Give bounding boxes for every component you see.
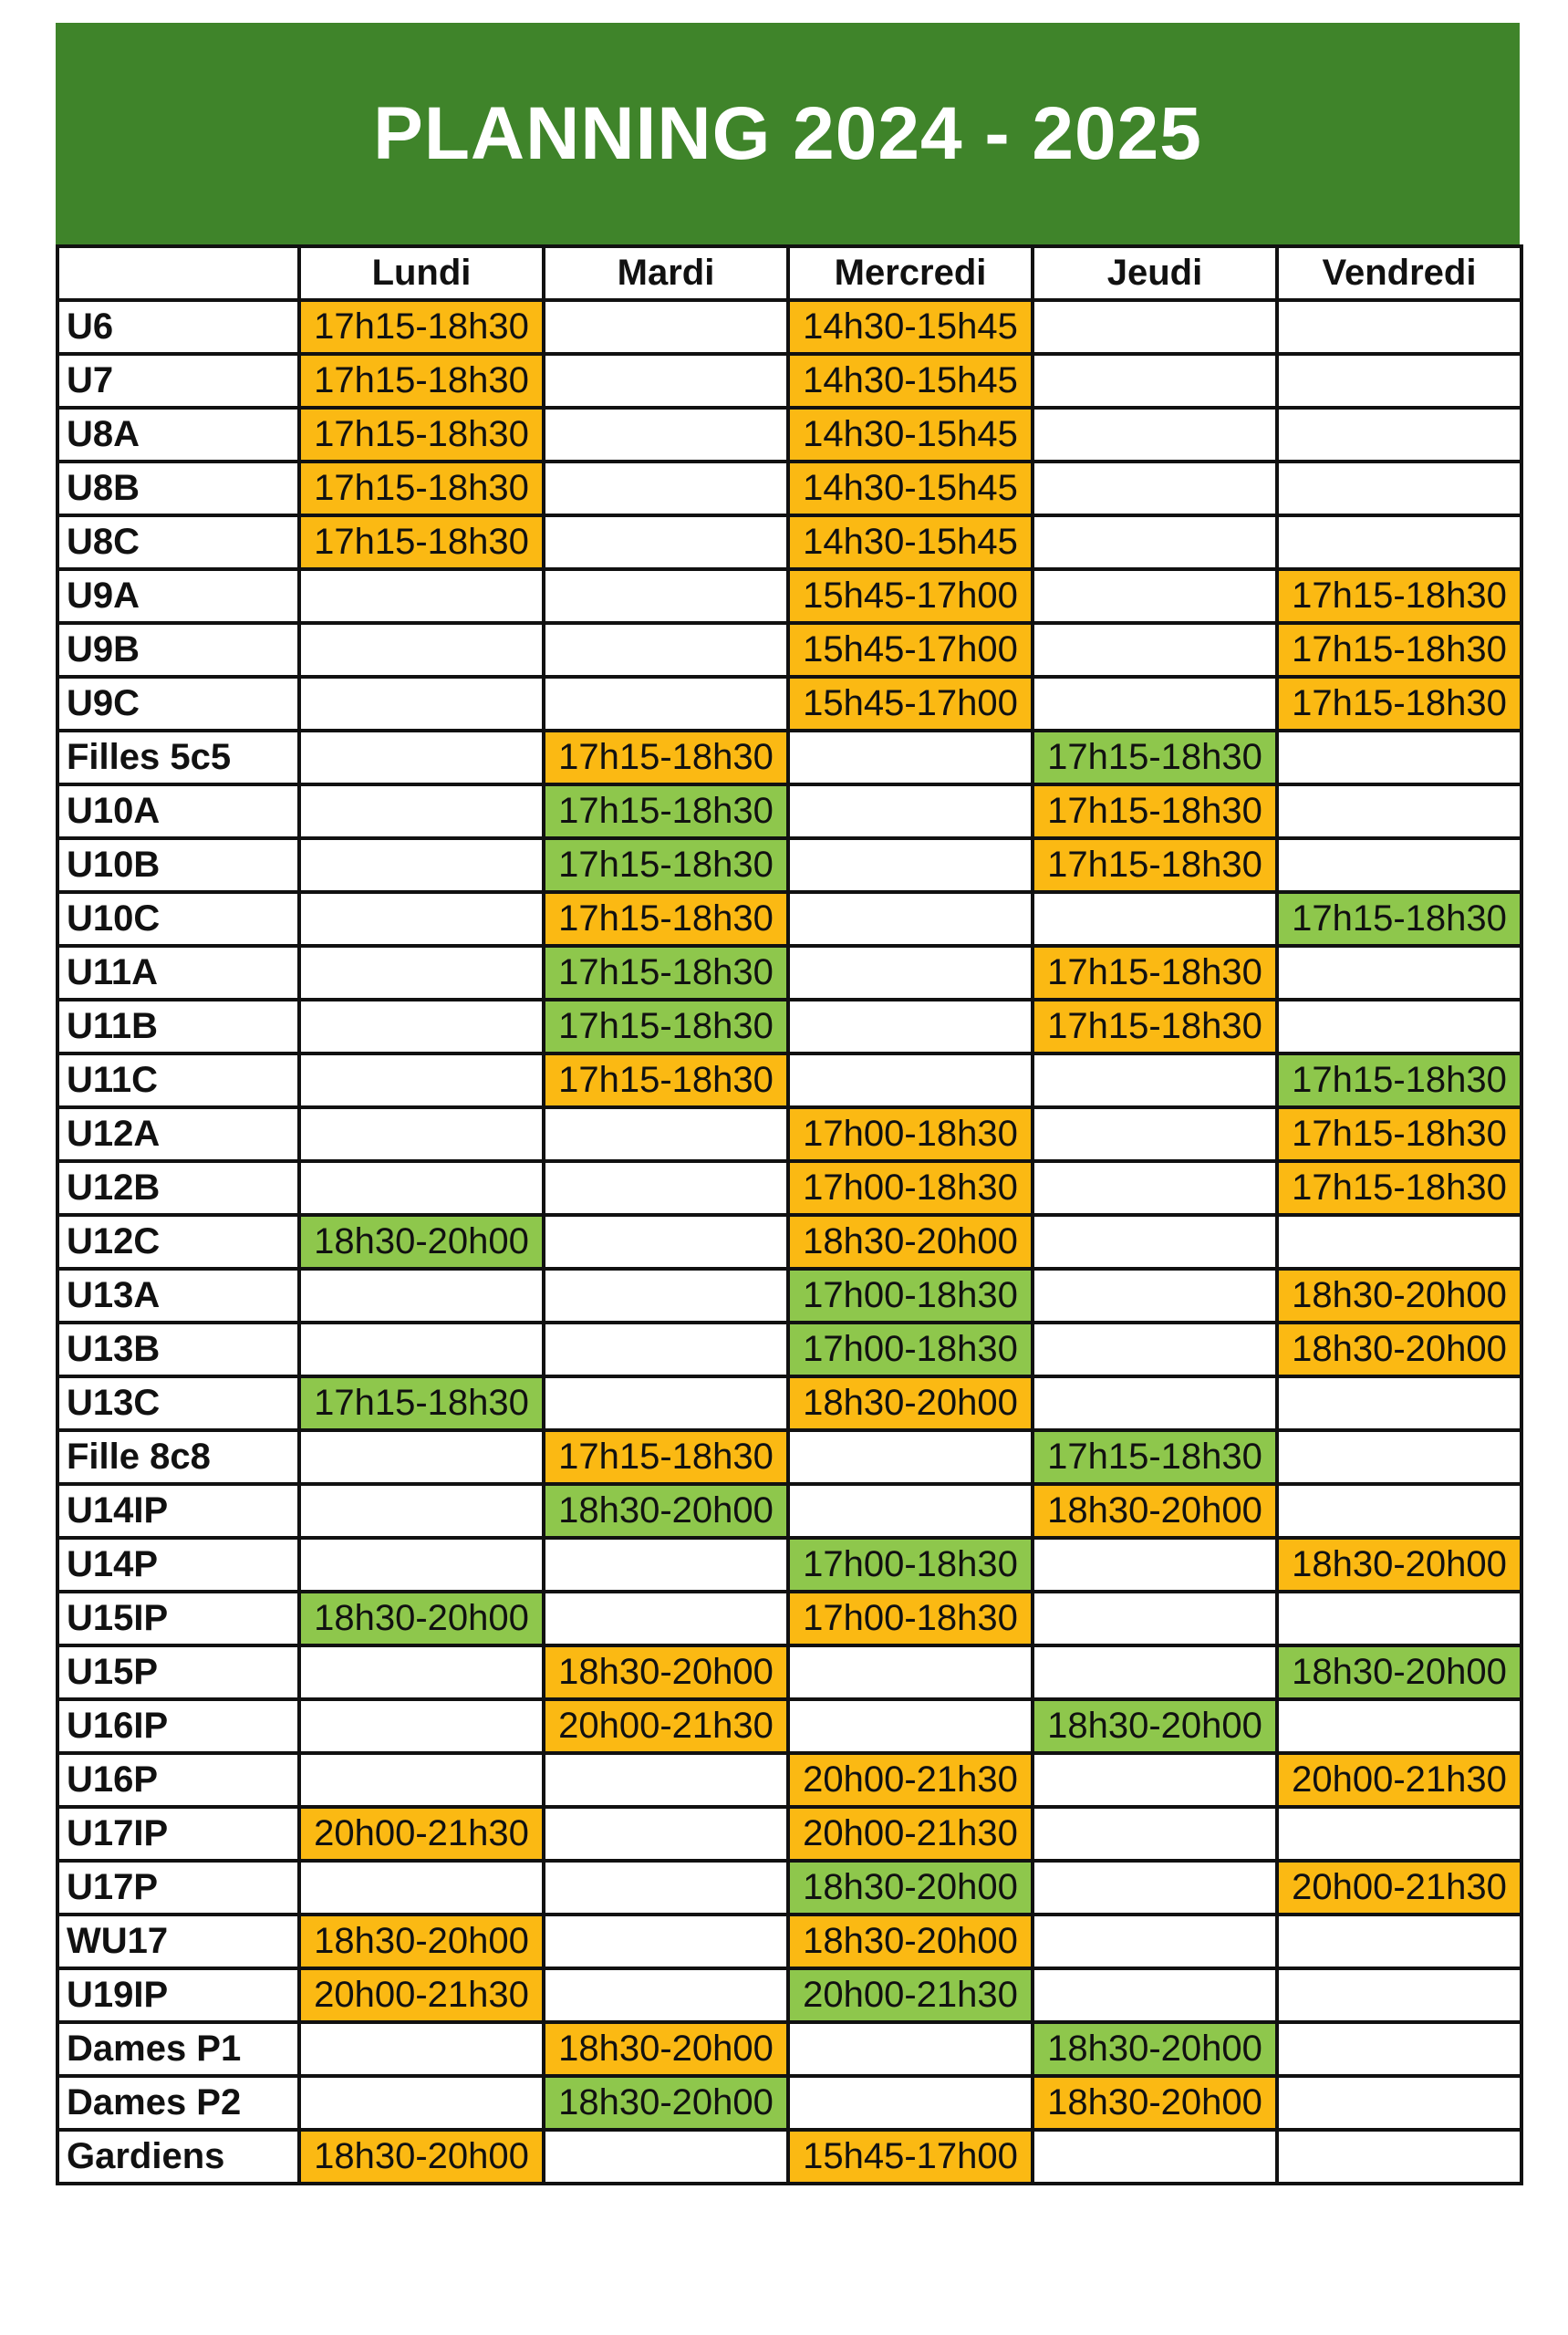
team-label: U10A (57, 784, 299, 838)
team-label: U13A (57, 1269, 299, 1323)
time-slot-cell: 17h15-18h30 (1033, 784, 1277, 838)
empty-cell (1277, 300, 1521, 354)
empty-cell (788, 946, 1033, 1000)
empty-cell (544, 1968, 788, 2022)
time-slot-cell: 17h15-18h30 (544, 946, 788, 1000)
table-row (57, 1699, 1521, 1753)
empty-cell (544, 408, 788, 462)
team-label: U10C (57, 892, 299, 946)
time-slot-cell: 17h15-18h30 (1277, 1053, 1521, 1107)
time-slot-cell: 17h15-18h30 (1033, 1000, 1277, 1053)
table-row (57, 784, 1521, 838)
empty-cell (299, 892, 544, 946)
day-header-mardi: Mardi (544, 246, 788, 300)
time-slot-cell: 18h30-20h00 (788, 1215, 1033, 1269)
empty-cell (1277, 2022, 1521, 2076)
time-slot-cell: 17h15-18h30 (544, 784, 788, 838)
empty-cell (1277, 1484, 1521, 1538)
team-label: Fille 8c8 (57, 1430, 299, 1484)
empty-cell (299, 946, 544, 1000)
time-slot-cell: 18h30-20h00 (299, 2130, 544, 2184)
time-slot-cell: 15h45-17h00 (788, 569, 1033, 623)
team-label: U16IP (57, 1699, 299, 1753)
team-label: U15P (57, 1645, 299, 1699)
time-slot-cell: 17h00-18h30 (788, 1161, 1033, 1215)
empty-cell (299, 569, 544, 623)
table-row (57, 354, 1521, 408)
table-row (57, 515, 1521, 569)
empty-cell (299, 2022, 544, 2076)
team-label: Dames P1 (57, 2022, 299, 2076)
table-row (57, 1215, 1521, 1269)
empty-cell (1277, 1592, 1521, 1645)
time-slot-cell: 18h30-20h00 (544, 2022, 788, 2076)
empty-cell (299, 1861, 544, 1915)
empty-cell (544, 2130, 788, 2184)
empty-cell (299, 838, 544, 892)
time-slot-cell: 14h30-15h45 (788, 354, 1033, 408)
team-label: WU17 (57, 1915, 299, 1968)
empty-cell (544, 677, 788, 731)
team-label: U9B (57, 623, 299, 677)
team-label: U14IP (57, 1484, 299, 1538)
empty-cell (299, 1000, 544, 1053)
team-label: U19IP (57, 1968, 299, 2022)
time-slot-cell: 14h30-15h45 (788, 300, 1033, 354)
empty-cell (1277, 1430, 1521, 1484)
time-slot-cell: 18h30-20h00 (1033, 2076, 1277, 2130)
empty-cell (544, 1538, 788, 1592)
empty-cell (299, 1107, 544, 1161)
team-label: U16P (57, 1753, 299, 1807)
time-slot-cell: 20h00-21h30 (788, 1968, 1033, 2022)
empty-cell (1033, 892, 1277, 946)
empty-cell (299, 1430, 544, 1484)
empty-cell (1277, 838, 1521, 892)
empty-cell (1033, 408, 1277, 462)
empty-cell (788, 1430, 1033, 1484)
time-slot-cell: 18h30-20h00 (299, 1915, 544, 1968)
empty-cell (299, 731, 544, 784)
team-label: U13C (57, 1376, 299, 1430)
empty-cell (299, 1269, 544, 1323)
empty-cell (1033, 1645, 1277, 1699)
empty-cell (544, 569, 788, 623)
time-slot-cell: 18h30-20h00 (1033, 1699, 1277, 1753)
table-row (57, 946, 1521, 1000)
time-slot-cell: 18h30-20h00 (1033, 1484, 1277, 1538)
day-header-jeudi: Jeudi (1033, 246, 1277, 300)
time-slot-cell: 17h15-18h30 (299, 408, 544, 462)
time-slot-cell: 17h00-18h30 (788, 1592, 1033, 1645)
empty-cell (1033, 515, 1277, 569)
time-slot-cell: 15h45-17h00 (788, 623, 1033, 677)
time-slot-cell: 17h15-18h30 (544, 892, 788, 946)
time-slot-cell: 14h30-15h45 (788, 515, 1033, 569)
empty-cell (544, 623, 788, 677)
time-slot-cell: 17h15-18h30 (1033, 946, 1277, 1000)
team-label: Gardiens (57, 2130, 299, 2184)
empty-cell (1033, 1107, 1277, 1161)
time-slot-cell: 14h30-15h45 (788, 408, 1033, 462)
table-row (57, 300, 1521, 354)
empty-cell (1033, 1053, 1277, 1107)
time-slot-cell: 18h30-20h00 (788, 1376, 1033, 1430)
time-slot-cell: 20h00-21h30 (299, 1968, 544, 2022)
empty-cell (788, 1699, 1033, 1753)
time-slot-cell: 20h00-21h30 (1277, 1753, 1521, 1807)
empty-cell (544, 1915, 788, 1968)
team-label: Dames P2 (57, 2076, 299, 2130)
schedule-body (57, 300, 1521, 2184)
empty-cell (299, 623, 544, 677)
time-slot-cell: 18h30-20h00 (1277, 1645, 1521, 1699)
empty-cell (1277, 1968, 1521, 2022)
empty-cell (1277, 1699, 1521, 1753)
time-slot-cell: 17h00-18h30 (788, 1323, 1033, 1376)
time-slot-cell: 18h30-20h00 (299, 1215, 544, 1269)
team-label: U7 (57, 354, 299, 408)
empty-cell (1277, 1915, 1521, 1968)
empty-cell (1033, 2130, 1277, 2184)
empty-cell (544, 1592, 788, 1645)
time-slot-cell: 17h15-18h30 (299, 354, 544, 408)
empty-cell (1033, 1861, 1277, 1915)
empty-cell (1277, 462, 1521, 515)
table-row (57, 1753, 1521, 1807)
empty-cell (1277, 354, 1521, 408)
empty-cell (1033, 1807, 1277, 1861)
empty-cell (1033, 677, 1277, 731)
team-label: U14P (57, 1538, 299, 1592)
time-slot-cell: 15h45-17h00 (788, 677, 1033, 731)
team-label: U13B (57, 1323, 299, 1376)
team-label: U8A (57, 408, 299, 462)
table-row (57, 1592, 1521, 1645)
time-slot-cell: 17h15-18h30 (299, 515, 544, 569)
empty-cell (1033, 1592, 1277, 1645)
empty-cell (544, 1269, 788, 1323)
empty-cell (544, 1376, 788, 1430)
time-slot-cell: 20h00-21h30 (544, 1699, 788, 1753)
table-row (57, 1107, 1521, 1161)
table-row (57, 1915, 1521, 1968)
table-row (57, 2022, 1521, 2076)
time-slot-cell: 18h30-20h00 (1277, 1538, 1521, 1592)
table-row (57, 838, 1521, 892)
time-slot-cell: 20h00-21h30 (788, 1807, 1033, 1861)
time-slot-cell: 18h30-20h00 (544, 2076, 788, 2130)
table-row (57, 569, 1521, 623)
empty-cell (1277, 1376, 1521, 1430)
time-slot-cell: 17h15-18h30 (299, 462, 544, 515)
team-label: Filles 5c5 (57, 731, 299, 784)
time-slot-cell: 17h15-18h30 (544, 1430, 788, 1484)
empty-cell (1033, 1323, 1277, 1376)
table-row (57, 1538, 1521, 1592)
time-slot-cell: 15h45-17h00 (788, 2130, 1033, 2184)
time-slot-cell: 17h15-18h30 (1033, 731, 1277, 784)
time-slot-cell: 17h15-18h30 (544, 838, 788, 892)
time-slot-cell: 17h15-18h30 (1277, 1107, 1521, 1161)
table-row (57, 2076, 1521, 2130)
empty-cell (1033, 1215, 1277, 1269)
empty-cell (788, 892, 1033, 946)
empty-cell (788, 1645, 1033, 1699)
time-slot-cell: 20h00-21h30 (299, 1807, 544, 1861)
empty-cell (1033, 1161, 1277, 1215)
empty-cell (1277, 946, 1521, 1000)
empty-cell (1033, 623, 1277, 677)
table-row (57, 1000, 1521, 1053)
empty-cell (544, 1753, 788, 1807)
table-row (57, 677, 1521, 731)
empty-cell (1277, 784, 1521, 838)
table-row (57, 623, 1521, 677)
time-slot-cell: 20h00-21h30 (1277, 1861, 1521, 1915)
table-row (57, 1807, 1521, 1861)
schedule-sheet (56, 23, 1520, 2185)
table-row (57, 892, 1521, 946)
empty-cell (788, 731, 1033, 784)
team-label: U15IP (57, 1592, 299, 1645)
time-slot-cell: 17h15-18h30 (299, 300, 544, 354)
empty-cell (788, 2022, 1033, 2076)
team-label: U17IP (57, 1807, 299, 1861)
table-row (57, 408, 1521, 462)
time-slot-cell: 17h15-18h30 (1277, 677, 1521, 731)
time-slot-cell: 17h15-18h30 (1277, 892, 1521, 946)
team-label: U8B (57, 462, 299, 515)
empty-cell (544, 1215, 788, 1269)
empty-cell (788, 838, 1033, 892)
empty-cell (299, 1538, 544, 1592)
table-row (57, 1323, 1521, 1376)
empty-cell (544, 1323, 788, 1376)
empty-cell (1033, 1376, 1277, 1430)
time-slot-cell: 17h15-18h30 (544, 1053, 788, 1107)
empty-cell (1277, 1807, 1521, 1861)
empty-cell (788, 1053, 1033, 1107)
schedule-table (56, 244, 1523, 2185)
time-slot-cell: 14h30-15h45 (788, 462, 1033, 515)
empty-cell (299, 677, 544, 731)
empty-cell (1033, 1753, 1277, 1807)
corner-cell (57, 246, 299, 300)
table-row (57, 462, 1521, 515)
table-row (57, 1053, 1521, 1107)
team-label: U8C (57, 515, 299, 569)
empty-cell (544, 1107, 788, 1161)
day-header-vendredi: Vendredi (1277, 246, 1521, 300)
team-label: U10B (57, 838, 299, 892)
table-row (57, 1484, 1521, 1538)
time-slot-cell: 17h15-18h30 (1277, 623, 1521, 677)
empty-cell (299, 784, 544, 838)
table-row (57, 1376, 1521, 1430)
time-slot-cell: 18h30-20h00 (1277, 1269, 1521, 1323)
team-label: U6 (57, 300, 299, 354)
empty-cell (1033, 1968, 1277, 2022)
time-slot-cell: 17h15-18h30 (1277, 1161, 1521, 1215)
table-row (57, 1269, 1521, 1323)
empty-cell (1277, 2130, 1521, 2184)
empty-cell (544, 515, 788, 569)
table-row (57, 1645, 1521, 1699)
time-slot-cell: 18h30-20h00 (788, 1915, 1033, 1968)
empty-cell (1277, 1215, 1521, 1269)
empty-cell (299, 1053, 544, 1107)
time-slot-cell: 17h00-18h30 (788, 1269, 1033, 1323)
table-row (57, 2130, 1521, 2184)
time-slot-cell: 18h30-20h00 (788, 1861, 1033, 1915)
table-row (57, 1968, 1521, 2022)
team-label: U11B (57, 1000, 299, 1053)
empty-cell (544, 354, 788, 408)
empty-cell (788, 1484, 1033, 1538)
empty-cell (544, 1161, 788, 1215)
time-slot-cell: 17h00-18h30 (788, 1107, 1033, 1161)
empty-cell (1277, 515, 1521, 569)
team-label: U12A (57, 1107, 299, 1161)
empty-cell (299, 1161, 544, 1215)
time-slot-cell: 17h15-18h30 (544, 731, 788, 784)
empty-cell (544, 1807, 788, 1861)
time-slot-cell: 18h30-20h00 (1277, 1323, 1521, 1376)
empty-cell (299, 1323, 544, 1376)
time-slot-cell: 17h15-18h30 (299, 1376, 544, 1430)
empty-cell (1277, 1000, 1521, 1053)
empty-cell (1277, 408, 1521, 462)
table-row (57, 1430, 1521, 1484)
day-header-lundi: Lundi (299, 246, 544, 300)
day-header-mercredi: Mercredi (788, 246, 1033, 300)
table-row (57, 731, 1521, 784)
empty-cell (788, 1000, 1033, 1053)
team-label: U11A (57, 946, 299, 1000)
team-label: U9A (57, 569, 299, 623)
empty-cell (544, 300, 788, 354)
time-slot-cell: 18h30-20h00 (544, 1645, 788, 1699)
empty-cell (1033, 569, 1277, 623)
team-label: U11C (57, 1053, 299, 1107)
empty-cell (788, 2076, 1033, 2130)
empty-cell (299, 1645, 544, 1699)
time-slot-cell: 17h15-18h30 (544, 1000, 788, 1053)
empty-cell (299, 2076, 544, 2130)
empty-cell (788, 784, 1033, 838)
time-slot-cell: 17h15-18h30 (1277, 569, 1521, 623)
time-slot-cell: 20h00-21h30 (788, 1753, 1033, 1807)
time-slot-cell: 17h00-18h30 (788, 1538, 1033, 1592)
time-slot-cell: 18h30-20h00 (299, 1592, 544, 1645)
page-title: PLANNING 2024 - 2025 (56, 23, 1520, 244)
time-slot-cell: 17h15-18h30 (1033, 1430, 1277, 1484)
empty-cell (1033, 1538, 1277, 1592)
empty-cell (1033, 1269, 1277, 1323)
empty-cell (299, 1484, 544, 1538)
time-slot-cell: 17h15-18h30 (1033, 838, 1277, 892)
time-slot-cell: 18h30-20h00 (1033, 2022, 1277, 2076)
team-label: U9C (57, 677, 299, 731)
empty-cell (299, 1753, 544, 1807)
empty-cell (1277, 2076, 1521, 2130)
header-row (57, 246, 1521, 300)
empty-cell (1033, 300, 1277, 354)
empty-cell (544, 462, 788, 515)
empty-cell (1033, 354, 1277, 408)
empty-cell (1033, 1915, 1277, 1968)
table-row (57, 1861, 1521, 1915)
empty-cell (1033, 462, 1277, 515)
empty-cell (544, 1861, 788, 1915)
empty-cell (299, 1699, 544, 1753)
time-slot-cell: 18h30-20h00 (544, 1484, 788, 1538)
team-label: U12B (57, 1161, 299, 1215)
team-label: U12C (57, 1215, 299, 1269)
table-row (57, 1161, 1521, 1215)
team-label: U17P (57, 1861, 299, 1915)
empty-cell (1277, 731, 1521, 784)
